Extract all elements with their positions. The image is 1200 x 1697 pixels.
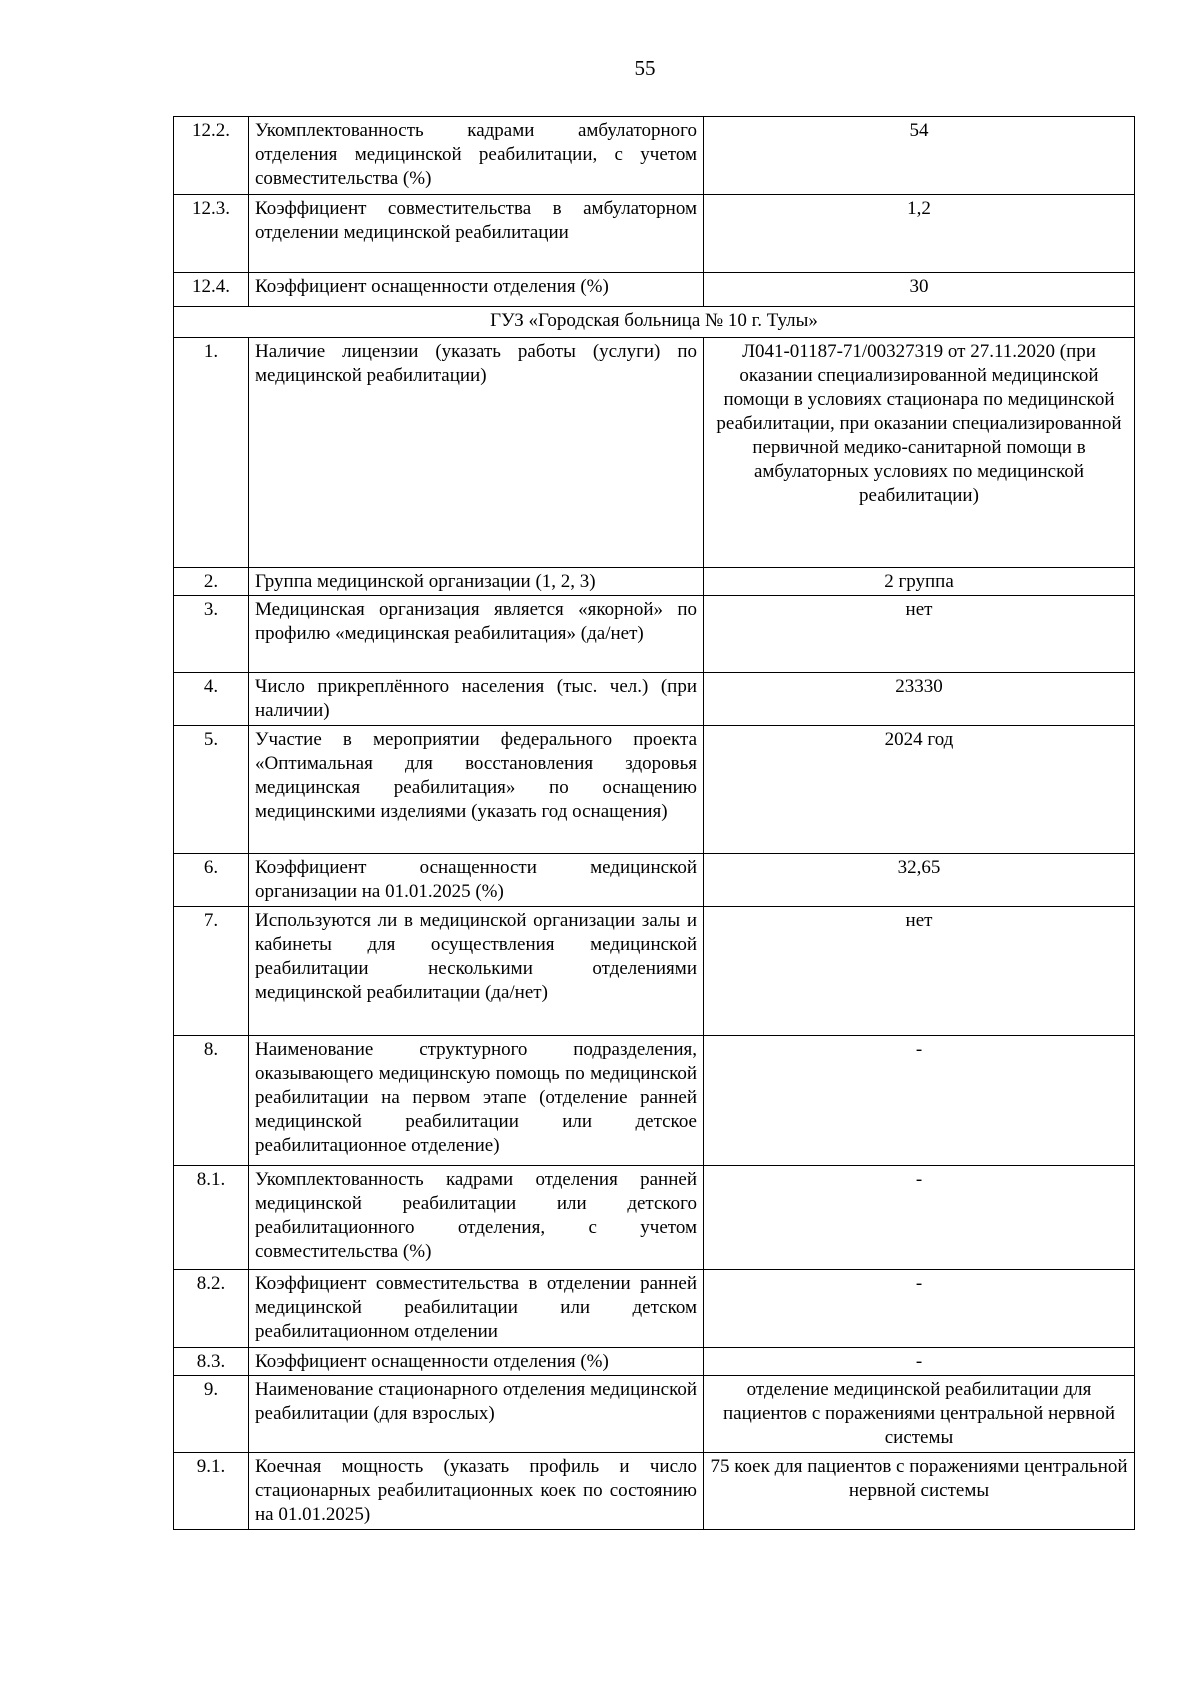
row-number: 9. [174, 1376, 249, 1453]
row-value: - [704, 1270, 1135, 1348]
table-row [174, 854, 1135, 907]
row-description: Коэффициент совместительства в амбулаторном отделении медицинской реабилитации [249, 195, 704, 273]
table-row [174, 273, 1135, 307]
row-value: 2024 год [704, 726, 1135, 854]
table-row [174, 596, 1135, 673]
row-number: 9.1. [174, 1453, 249, 1530]
row-value: Л041-01187-71/00327319 от 27.11.2020 (при оказании специализированной медицинской помощи в условиях стационара по медицинской реабилитации, при оказании специализированной первичной медико-санитарной помощи в амбулаторных условиях по медицинской реабилитации) [704, 338, 1135, 568]
row-number: 8. [174, 1036, 249, 1166]
row-description: Коэффициент оснащенности отделения (%) [249, 1348, 704, 1376]
table-row [174, 1348, 1135, 1376]
page-number: 55 [634, 56, 656, 80]
row-description: Укомплектованность кадрами отделения ранней медицинской реабилитации или детского реабилитационного отделения, с учетом совместительства (%) [249, 1166, 704, 1270]
table-row [174, 195, 1135, 273]
row-value: нет [704, 907, 1135, 1036]
row-description: Наименование структурного подразделения, оказывающего медицинскую помощь по медицинской реабилитации на первом этапе (отделение ранней медицинской реабилитации или детское реабилитационное отделение) [249, 1036, 704, 1166]
row-value: - [704, 1166, 1135, 1270]
row-value: - [704, 1348, 1135, 1376]
table-row [174, 673, 1135, 726]
row-number: 2. [174, 568, 249, 596]
row-description: Используются ли в медицинской организации залы и кабинеты для осуществления медицинской реабилитации несколькими отделениями медицинской реабилитации (да/нет) [249, 907, 704, 1036]
row-number: 12.4. [174, 273, 249, 307]
row-number: 7. [174, 907, 249, 1036]
row-value: 1,2 [704, 195, 1135, 273]
row-description: Коэффициент оснащенности медицинской организации на 01.01.2025 (%) [249, 854, 704, 907]
section-title: ГУЗ «Городская больница № 10 г. Тулы» [174, 307, 1135, 338]
row-number: 3. [174, 596, 249, 673]
row-number: 12.3. [174, 195, 249, 273]
table-row [174, 1270, 1135, 1348]
row-description: Укомплектованность кадрами амбулаторного отделения медицинской реабилитации, с учетом совместительства (%) [249, 117, 704, 195]
row-number: 12.2. [174, 117, 249, 195]
row-description: Число прикреплённого населения (тыс. чел.) (при наличии) [249, 673, 704, 726]
section-header-row [174, 307, 1135, 338]
row-value: 75 коек для пациентов с поражениями центральной нервной системы [704, 1453, 1135, 1530]
row-description: Коэффициент оснащенности отделения (%) [249, 273, 704, 307]
table-row [174, 568, 1135, 596]
row-description: Наличие лицензии (указать работы (услуги) по медицинской реабилитации) [249, 338, 704, 568]
row-description: Коэффициент совместительства в отделении ранней медицинской реабилитации или детском реабилитационном отделении [249, 1270, 704, 1348]
row-value: 2 группа [704, 568, 1135, 596]
row-value: нет [704, 596, 1135, 673]
row-value: 30 [704, 273, 1135, 307]
row-value: 54 [704, 117, 1135, 195]
row-value: - [704, 1036, 1135, 1166]
row-value: отделение медицинской реабилитации для пациентов с поражениями центральной нервной системы [704, 1376, 1135, 1453]
row-description: Участие в мероприятии федерального проекта «Оптимальная для восстановления здоровья медицинская реабилитация» по оснащению медицинскими изделиями (указать год оснащения) [249, 726, 704, 854]
row-number: 8.3. [174, 1348, 249, 1376]
table-row [174, 117, 1135, 195]
table-row [174, 1453, 1135, 1530]
table-row [174, 1166, 1135, 1270]
table-row [174, 1376, 1135, 1453]
table-row [174, 726, 1135, 854]
row-value: 32,65 [704, 854, 1135, 907]
table-row [174, 338, 1135, 568]
row-description: Медицинская организация является «якорной» по профилю «медицинская реабилитация» (да/нет) [249, 596, 704, 673]
row-number: 8.1. [174, 1166, 249, 1270]
row-description: Наименование стационарного отделения медицинской реабилитации (для взрослых) [249, 1376, 704, 1453]
data-table [173, 116, 1135, 1530]
row-description: Группа медицинской организации (1, 2, 3) [249, 568, 704, 596]
row-number: 6. [174, 854, 249, 907]
row-number: 5. [174, 726, 249, 854]
row-number: 1. [174, 338, 249, 568]
row-value: 23330 [704, 673, 1135, 726]
row-number: 8.2. [174, 1270, 249, 1348]
table-row [174, 907, 1135, 1036]
row-description: Коечная мощность (указать профиль и число стационарных реабилитационных коек по состоянию на 01.01.2025) [249, 1453, 704, 1530]
table-row [174, 1036, 1135, 1166]
row-number: 4. [174, 673, 249, 726]
